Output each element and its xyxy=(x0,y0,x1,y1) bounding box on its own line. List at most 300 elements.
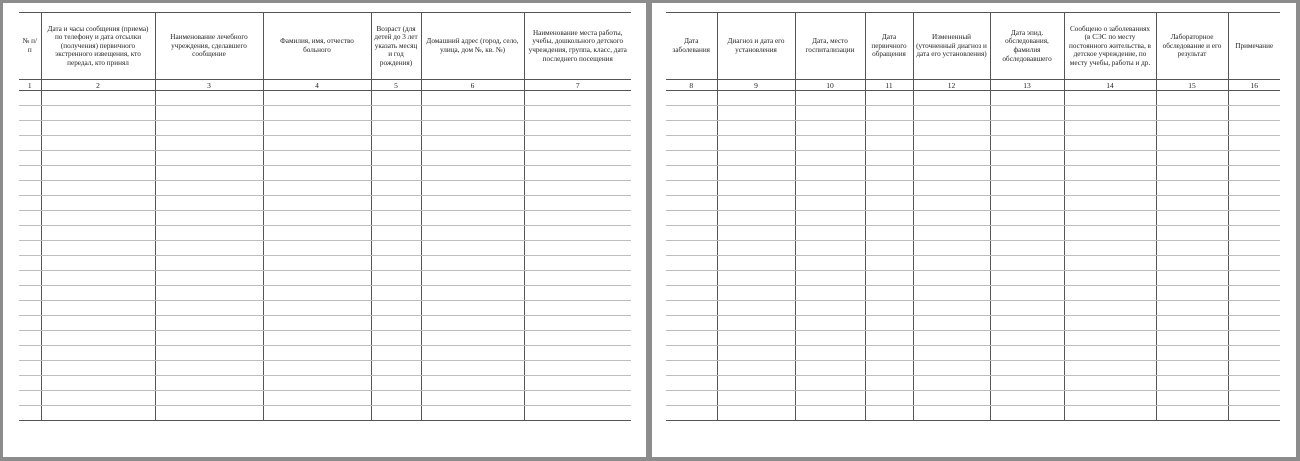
table-cell xyxy=(717,376,795,391)
table-cell xyxy=(913,166,990,181)
table-row xyxy=(19,331,631,346)
column-header: Возраст (для детей до 3 лет указать месяц и год рождения) xyxy=(371,13,421,80)
table-cell xyxy=(666,316,717,331)
table-cell xyxy=(524,256,631,271)
table-cell xyxy=(1156,136,1228,151)
table-row xyxy=(666,376,1280,391)
table-cell xyxy=(41,106,155,121)
table-cell xyxy=(371,271,421,286)
table-cell xyxy=(666,226,717,241)
table-cell xyxy=(371,136,421,151)
table-cell xyxy=(19,346,41,361)
table-row xyxy=(666,391,1280,406)
column-number: 15 xyxy=(1156,80,1228,91)
table-cell xyxy=(371,376,421,391)
table-row xyxy=(666,136,1280,151)
table-row xyxy=(19,211,631,226)
register-page-right xyxy=(652,3,1296,457)
table-cell xyxy=(41,316,155,331)
table-cell xyxy=(263,241,371,256)
table-cell xyxy=(913,241,990,256)
table-cell xyxy=(41,136,155,151)
table-cell xyxy=(865,361,913,376)
table-cell xyxy=(371,286,421,301)
register-table-right xyxy=(666,12,1280,421)
table-cell xyxy=(717,166,795,181)
table-cell xyxy=(1064,91,1156,106)
table-cell xyxy=(524,286,631,301)
table-cell xyxy=(1228,406,1280,421)
column-header: Примечание xyxy=(1228,13,1280,80)
table-cell xyxy=(913,121,990,136)
table-cell xyxy=(666,286,717,301)
table-cell xyxy=(865,121,913,136)
table-cell xyxy=(155,256,263,271)
table-row xyxy=(19,196,631,211)
table-cell xyxy=(421,346,524,361)
table-cell xyxy=(666,271,717,286)
table-cell xyxy=(913,406,990,421)
table-cell xyxy=(421,181,524,196)
table-row xyxy=(19,136,631,151)
header-row xyxy=(19,13,631,80)
table-cell xyxy=(524,406,631,421)
table-cell xyxy=(795,241,865,256)
table-cell xyxy=(1064,151,1156,166)
table-cell xyxy=(666,346,717,361)
table-row xyxy=(19,376,631,391)
table-cell xyxy=(1064,406,1156,421)
table-cell xyxy=(666,331,717,346)
table-cell xyxy=(865,271,913,286)
table-cell xyxy=(1156,121,1228,136)
table-cell xyxy=(913,211,990,226)
table-cell xyxy=(155,181,263,196)
table-cell xyxy=(263,301,371,316)
table-cell xyxy=(19,181,41,196)
table-cell xyxy=(990,166,1064,181)
table-cell xyxy=(913,106,990,121)
table-cell xyxy=(717,406,795,421)
table-cell xyxy=(41,271,155,286)
table-row xyxy=(666,316,1280,331)
table-cell xyxy=(1228,376,1280,391)
table-cell xyxy=(1156,346,1228,361)
table-row xyxy=(666,241,1280,256)
table-cell xyxy=(371,226,421,241)
table-cell xyxy=(155,331,263,346)
table-cell xyxy=(524,106,631,121)
column-header: Дата, место госпитализации xyxy=(795,13,865,80)
table-cell xyxy=(666,121,717,136)
table-cell xyxy=(913,151,990,166)
table-cell xyxy=(263,346,371,361)
table-cell xyxy=(19,91,41,106)
table-cell xyxy=(1064,391,1156,406)
table-cell xyxy=(19,151,41,166)
table-cell xyxy=(913,91,990,106)
table-row xyxy=(666,196,1280,211)
column-number: 14 xyxy=(1064,80,1156,91)
table-cell xyxy=(155,271,263,286)
table-cell xyxy=(263,331,371,346)
table-row xyxy=(19,241,631,256)
table-cell xyxy=(421,226,524,241)
table-cell xyxy=(990,391,1064,406)
table-cell xyxy=(1064,121,1156,136)
table-cell xyxy=(155,151,263,166)
table-cell xyxy=(1228,361,1280,376)
table-cell xyxy=(795,121,865,136)
table-cell xyxy=(524,271,631,286)
table-cell xyxy=(1064,196,1156,211)
table-cell xyxy=(263,196,371,211)
column-number: 10 xyxy=(795,80,865,91)
table-cell xyxy=(795,256,865,271)
table-cell xyxy=(1156,331,1228,346)
column-header: Диагноз и дата его установления xyxy=(717,13,795,80)
table-cell xyxy=(795,391,865,406)
table-cell xyxy=(990,376,1064,391)
column-number: 13 xyxy=(990,80,1064,91)
table-cell xyxy=(41,121,155,136)
table-cell xyxy=(865,241,913,256)
table-cell xyxy=(865,316,913,331)
table-cell xyxy=(371,196,421,211)
table-cell xyxy=(717,241,795,256)
table-cell xyxy=(795,151,865,166)
table-cell xyxy=(263,361,371,376)
table-row xyxy=(666,331,1280,346)
table-cell xyxy=(371,121,421,136)
table-cell xyxy=(1228,346,1280,361)
table-cell xyxy=(371,181,421,196)
table-cell xyxy=(795,91,865,106)
table-cell xyxy=(371,106,421,121)
table-cell xyxy=(717,196,795,211)
table-cell xyxy=(717,211,795,226)
table-cell xyxy=(1228,301,1280,316)
table-cell xyxy=(155,286,263,301)
table-row xyxy=(666,406,1280,421)
table-cell xyxy=(371,346,421,361)
table-row xyxy=(19,361,631,376)
table-cell xyxy=(1156,376,1228,391)
table-cell xyxy=(666,166,717,181)
table-cell xyxy=(263,151,371,166)
table-cell xyxy=(1064,181,1156,196)
column-header: Измененный (уточненный диагноз и дата его установления) xyxy=(913,13,990,80)
table-cell xyxy=(524,91,631,106)
table-cell xyxy=(263,121,371,136)
table-cell xyxy=(155,391,263,406)
table-cell xyxy=(795,136,865,151)
table-cell xyxy=(371,301,421,316)
column-header: Наименование места работы, учебы, дошкольного детского учреждения, группа, класс, дата последнего посещения xyxy=(524,13,631,80)
column-number: 12 xyxy=(913,80,990,91)
table-cell xyxy=(421,391,524,406)
table-row xyxy=(19,316,631,331)
table-cell xyxy=(1064,301,1156,316)
table-cell xyxy=(1064,256,1156,271)
table-cell xyxy=(524,166,631,181)
table-cell xyxy=(1064,136,1156,151)
table-cell xyxy=(913,391,990,406)
table-row xyxy=(19,91,631,106)
table-cell xyxy=(990,346,1064,361)
table-cell xyxy=(263,376,371,391)
table-cell xyxy=(421,286,524,301)
table-cell xyxy=(717,136,795,151)
column-number: 4 xyxy=(263,80,371,91)
table-row xyxy=(666,106,1280,121)
table-cell xyxy=(1156,361,1228,376)
table-cell xyxy=(41,361,155,376)
table-cell xyxy=(371,91,421,106)
table-row xyxy=(666,166,1280,181)
table-cell xyxy=(990,196,1064,211)
table-cell xyxy=(666,181,717,196)
table-cell xyxy=(717,331,795,346)
table-cell xyxy=(795,226,865,241)
table-cell xyxy=(524,196,631,211)
table-cell xyxy=(717,271,795,286)
table-cell xyxy=(717,286,795,301)
table-cell xyxy=(41,226,155,241)
table-cell xyxy=(421,271,524,286)
table-cell xyxy=(990,361,1064,376)
table-cell xyxy=(717,361,795,376)
table-cell xyxy=(1064,331,1156,346)
table-cell xyxy=(865,106,913,121)
table-cell xyxy=(155,241,263,256)
table-cell xyxy=(865,91,913,106)
table-cell xyxy=(41,301,155,316)
table-cell xyxy=(1064,241,1156,256)
table-cell xyxy=(421,151,524,166)
table-cell xyxy=(865,166,913,181)
table-cell xyxy=(913,226,990,241)
table-cell xyxy=(421,361,524,376)
table-cell xyxy=(865,391,913,406)
table-cell xyxy=(524,301,631,316)
table-cell xyxy=(155,121,263,136)
table-cell xyxy=(717,181,795,196)
table-cell xyxy=(371,241,421,256)
table-cell xyxy=(1064,316,1156,331)
column-header: Домашний адрес (город, село, улица, дом №, кв. №) xyxy=(421,13,524,80)
table-cell xyxy=(263,226,371,241)
column-header: Фамилия, имя, отчество больного xyxy=(263,13,371,80)
table-row xyxy=(19,121,631,136)
table-cell xyxy=(155,136,263,151)
table-cell xyxy=(666,391,717,406)
table-cell xyxy=(795,376,865,391)
table-cell xyxy=(263,316,371,331)
table-cell xyxy=(865,181,913,196)
table-cell xyxy=(524,151,631,166)
table-cell xyxy=(1156,256,1228,271)
table-row xyxy=(666,256,1280,271)
register-page-left xyxy=(3,3,646,457)
column-header: № п/п xyxy=(19,13,41,80)
column-header: Сообщено о заболеваниях (в СЭС по месту постоянного жительства, в детское учреждение, по месту учебы, работы и др. xyxy=(1064,13,1156,80)
table-cell xyxy=(1064,211,1156,226)
table-cell xyxy=(1156,166,1228,181)
table-cell xyxy=(421,106,524,121)
table-cell xyxy=(19,406,41,421)
table-cell xyxy=(1064,286,1156,301)
table-cell xyxy=(19,361,41,376)
column-header: Дата первичного обращения xyxy=(865,13,913,80)
table-cell xyxy=(865,211,913,226)
table-cell xyxy=(421,256,524,271)
table-cell xyxy=(795,166,865,181)
table-cell xyxy=(717,151,795,166)
table-cell xyxy=(524,211,631,226)
table-cell xyxy=(1228,241,1280,256)
table-cell xyxy=(1228,226,1280,241)
table-cell xyxy=(990,316,1064,331)
table-cell xyxy=(371,361,421,376)
table-cell xyxy=(1064,106,1156,121)
table-cell xyxy=(795,361,865,376)
table-cell xyxy=(1228,391,1280,406)
table-cell xyxy=(1156,241,1228,256)
table-cell xyxy=(155,226,263,241)
column-number-row xyxy=(19,80,631,91)
table-cell xyxy=(19,226,41,241)
table-cell xyxy=(155,361,263,376)
table-cell xyxy=(19,286,41,301)
table-cell xyxy=(865,151,913,166)
table-cell xyxy=(717,121,795,136)
column-number: 6 xyxy=(421,80,524,91)
table-row xyxy=(19,301,631,316)
table-cell xyxy=(795,106,865,121)
table-cell xyxy=(19,331,41,346)
table-cell xyxy=(421,136,524,151)
table-cell xyxy=(1156,226,1228,241)
table-cell xyxy=(1228,271,1280,286)
table-row xyxy=(19,226,631,241)
table-cell xyxy=(717,91,795,106)
column-header: Дата и часы сообщения (приема) по телефону и дата отсылки (получения) первичного экстренного извещения, кто передал, кто принял xyxy=(41,13,155,80)
header-row xyxy=(666,13,1280,80)
table-cell xyxy=(990,121,1064,136)
table-cell xyxy=(524,241,631,256)
table-cell xyxy=(371,391,421,406)
table-cell xyxy=(41,196,155,211)
table-cell xyxy=(19,106,41,121)
table-cell xyxy=(1228,316,1280,331)
table-cell xyxy=(1228,331,1280,346)
table-cell xyxy=(155,91,263,106)
table-row xyxy=(666,211,1280,226)
table-cell xyxy=(1156,316,1228,331)
table-cell xyxy=(913,346,990,361)
column-number: 11 xyxy=(865,80,913,91)
table-cell xyxy=(913,316,990,331)
table-cell xyxy=(865,256,913,271)
table-cell xyxy=(263,91,371,106)
table-cell xyxy=(41,91,155,106)
table-cell xyxy=(1156,391,1228,406)
table-cell xyxy=(421,121,524,136)
table-cell xyxy=(524,331,631,346)
table-cell xyxy=(421,301,524,316)
table-cell xyxy=(913,196,990,211)
table-cell xyxy=(524,361,631,376)
table-cell xyxy=(1156,196,1228,211)
table-cell xyxy=(990,271,1064,286)
table-cell xyxy=(1228,196,1280,211)
table-cell xyxy=(913,181,990,196)
table-cell xyxy=(1156,181,1228,196)
table-cell xyxy=(19,271,41,286)
column-number: 5 xyxy=(371,80,421,91)
table-cell xyxy=(1156,271,1228,286)
table-cell xyxy=(155,376,263,391)
table-row xyxy=(666,301,1280,316)
table-cell xyxy=(263,166,371,181)
table-cell xyxy=(666,106,717,121)
table-cell xyxy=(1228,286,1280,301)
table-cell xyxy=(263,211,371,226)
column-header: Дата заболевания xyxy=(666,13,717,80)
table-cell xyxy=(41,181,155,196)
table-cell xyxy=(795,331,865,346)
table-cell xyxy=(865,286,913,301)
column-header: Лабораторное обследование и его результат xyxy=(1156,13,1228,80)
table-row xyxy=(19,181,631,196)
table-row xyxy=(19,106,631,121)
table-row xyxy=(666,346,1280,361)
table-cell xyxy=(421,331,524,346)
table-cell xyxy=(421,196,524,211)
table-cell xyxy=(371,151,421,166)
table-cell xyxy=(990,241,1064,256)
table-cell xyxy=(371,211,421,226)
table-row xyxy=(666,286,1280,301)
column-number: 1 xyxy=(19,80,41,91)
table-cell xyxy=(41,286,155,301)
register-table-left xyxy=(19,12,631,421)
table-cell xyxy=(1064,361,1156,376)
table-cell xyxy=(41,391,155,406)
table-cell xyxy=(1156,151,1228,166)
table-cell xyxy=(524,121,631,136)
table-cell xyxy=(666,91,717,106)
table-cell xyxy=(371,406,421,421)
table-cell xyxy=(155,196,263,211)
table-cell xyxy=(19,121,41,136)
table-cell xyxy=(155,106,263,121)
table-row xyxy=(666,151,1280,166)
table-cell xyxy=(19,211,41,226)
table-cell xyxy=(990,301,1064,316)
table-cell xyxy=(666,136,717,151)
table-cell xyxy=(717,301,795,316)
table-cell xyxy=(717,316,795,331)
table-cell xyxy=(865,196,913,211)
table-cell xyxy=(19,316,41,331)
table-cell xyxy=(666,151,717,166)
table-cell xyxy=(666,256,717,271)
table-cell xyxy=(19,301,41,316)
table-cell xyxy=(913,376,990,391)
table-cell xyxy=(41,151,155,166)
